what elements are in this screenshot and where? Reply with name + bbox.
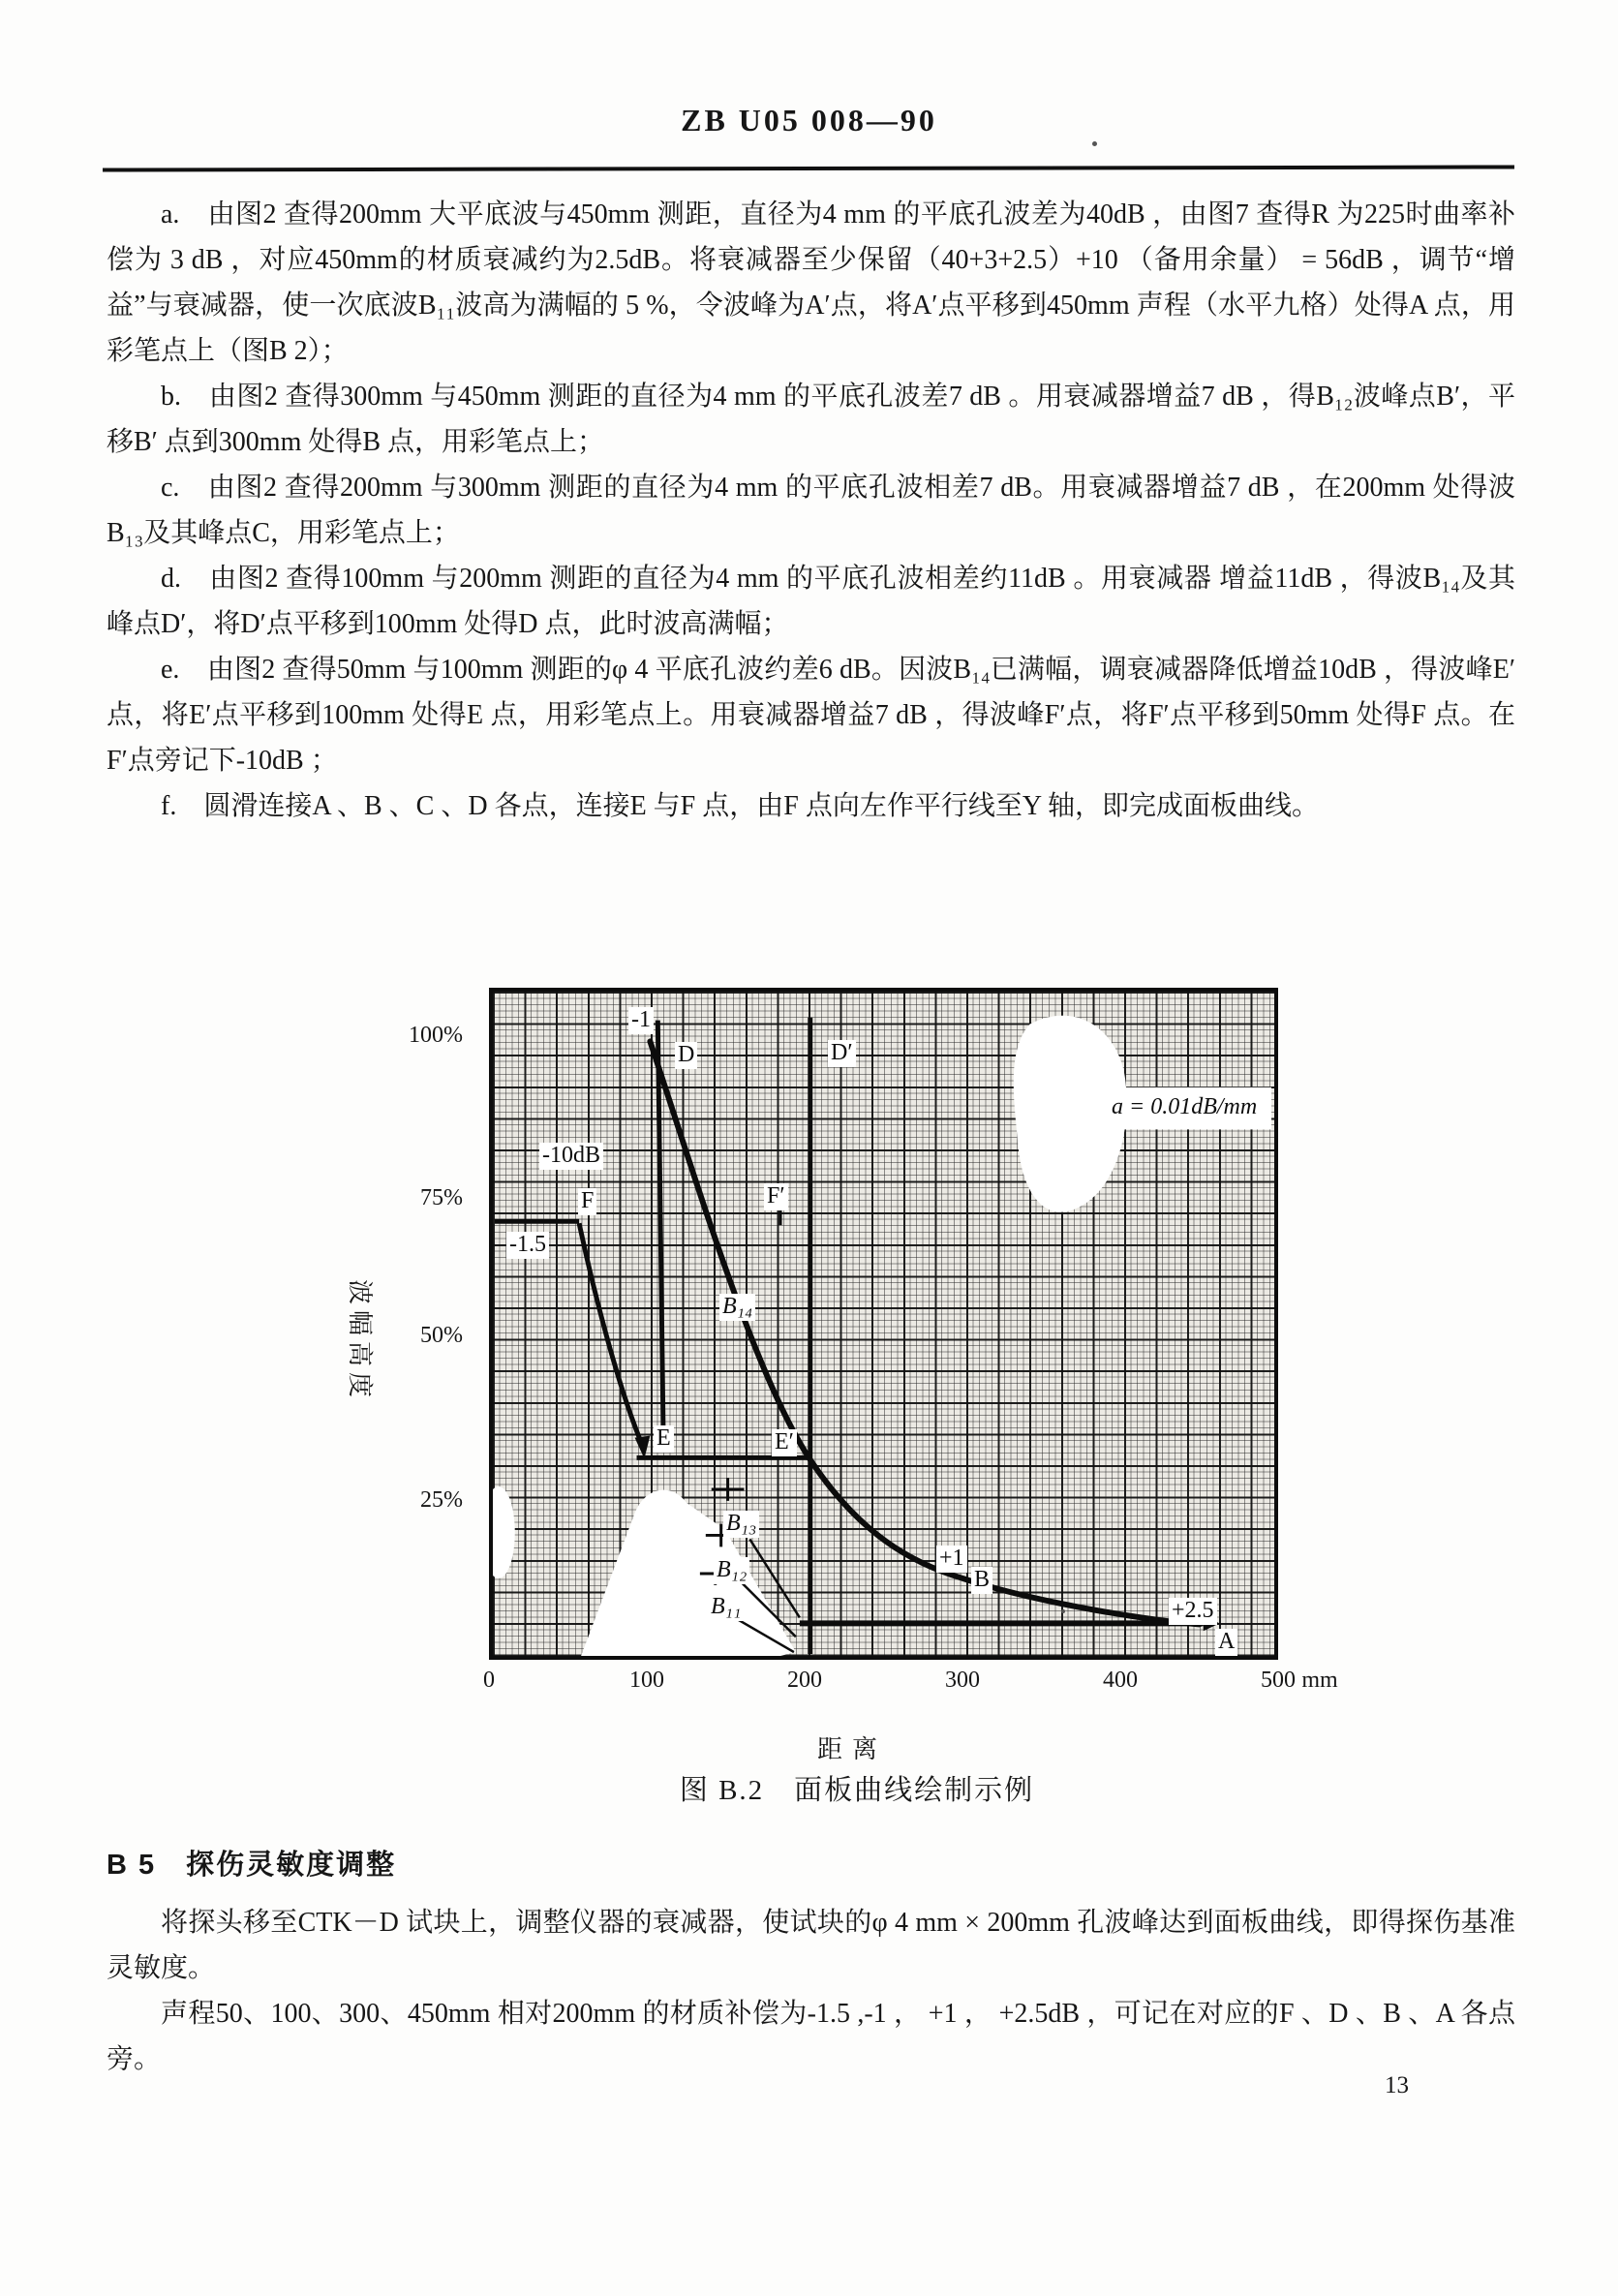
chart-label-e: E (654, 1425, 674, 1453)
scan-speck (1061, 1609, 1065, 1613)
header-divider (103, 165, 1514, 171)
b13-wave-mark (712, 1478, 745, 1501)
y-tick-100: 100% (409, 1023, 463, 1048)
figure-caption: 图 B.2 面板曲线绘制示例 (679, 1775, 1035, 1806)
chart-label-a: A (1215, 1629, 1237, 1656)
chart-label-b11: B₁₁ (708, 1594, 744, 1621)
chart-label-f: F (578, 1188, 596, 1215)
chart-label-plus25: +2.5 (1169, 1598, 1217, 1625)
page-header: ZB U05 008—90 (681, 103, 937, 138)
chart-label-e-prime: E′ (772, 1429, 797, 1456)
y-tick-50: 50% (420, 1323, 463, 1348)
y-axis-title: 波幅高度 (346, 1278, 374, 1403)
procedure-step-f: f. 圆滑连接A 、B 、C 、D 各点，连接E 与F 点，由F 点向左作平行线至Y 轴，即完成面板曲线。 (161, 791, 1320, 821)
panel-curve-canvas (493, 992, 1274, 1656)
procedure-step-d: d. 由图2 查得100mm 与200mm 测距的直径为4 mm 的平底孔波相差约11dB 。用衰减器 增益11dB ，得波B₁₄及其峰点D′，将D′点平移到100mm 处得D 点，此时波高满幅； (107, 564, 1515, 639)
chart-grid (489, 988, 1278, 1660)
x-axis-title: 距离 (816, 1735, 887, 1763)
scan-blob-lower-left (581, 1490, 796, 1656)
section-b5-heading: B 5 探伤灵敏度调整 (107, 1850, 397, 1881)
procedure-step-b: b. 由图2 查得300mm 与450mm 测距的直径为4 mm 的平底孔波差7 dB 。用衰减器增益7 dB ，得B₁₂波峰点B′，平移B′ 点到300mm 处得B 点，用彩笔点上； (107, 382, 1515, 457)
x-tick-400: 400 (1103, 1668, 1138, 1693)
procedure-text (107, 192, 1515, 829)
chart-label-f-prime: F′ (764, 1183, 788, 1210)
chart-label-b14: B₁₄ (719, 1294, 755, 1321)
x-tick-100: 100 (629, 1668, 664, 1693)
procedure-step-a: a. 由图2 查得200mm 大平底波与450mm 测距，直径为4 mm 的平底孔波差为40dB ，由图7 查得R 为225时曲率补偿为 3 dB ，对应450mm的材质衰减约为2.5dB。将衰减器至少保留（40+3+2.5）+10 （备用余量） = 56dB ，调节“增益”与衰减器，使一次底波B₁₁波高为满幅的 5 %，令波峰为A′点，将A′点平移到450mm 声程（水平九格）处得A 点，用彩笔点上（图B 2）； (107, 199, 1515, 366)
x-tick-0: 0 (483, 1668, 495, 1693)
scan-speck (1092, 141, 1097, 146)
chart-label-b: B (971, 1567, 992, 1594)
chart-label-minus15: -1.5 (506, 1232, 549, 1259)
page-number: 13 (1385, 2072, 1409, 2098)
scan-blob-left-edge (493, 1486, 515, 1578)
chart-label-b12: B₁₂ (714, 1557, 749, 1584)
chart-label-plus1: +1 (936, 1546, 967, 1573)
chart-label-minus10db: -10dB (539, 1143, 603, 1170)
procedure-step-c: c. 由图2 查得200mm 与300mm 测距的直径为4 mm 的平底孔波相差7 dB。用衰减器增益7 dB ，在200mm 处得波B₁₃及其峰点C，用彩笔点上； (107, 473, 1515, 548)
f-to-e-arrowhead (635, 1436, 651, 1459)
y-tick-25: 25% (420, 1487, 463, 1513)
procedure-step-e: e. 由图2 查得50mm 与100mm 测距的φ 4 平底孔波约差6 dB。因波B₁₄已满幅，调衰减器降低增益10dB ，得波峰E′点，将E′点平移到100mm 处得E 点，用彩笔点上。用衰减器增益7 dB ，得波峰F′点，将F′点平移到50mm 处得F 点。在F′点旁记下-10dB ； (107, 655, 1515, 776)
x-tick-500: 500 (1261, 1668, 1296, 1693)
chart-label-minus1: -1 (628, 1007, 654, 1034)
x-tick-300: 300 (945, 1668, 980, 1693)
y-tick-75: 75% (420, 1185, 463, 1210)
chart-label-b13: B₁₃ (723, 1511, 759, 1538)
x-unit-label: mm (1301, 1668, 1338, 1693)
x-tick-200: 200 (787, 1668, 822, 1693)
f-to-e-line (579, 1223, 642, 1445)
section-b5-paragraph: 声程50、100、300、450mm 相对200mm 的材质补偿为-1.5 ,-1 ， +1 ， +2.5dB ，可记在对应的F 、D 、B 、A 各点旁。 (107, 1999, 1515, 2074)
chart-label-attenuation: a = 0.01dB/mm (1109, 1094, 1260, 1121)
chart-label-d-prime: D′ (828, 1040, 856, 1067)
chart-label-d: D (675, 1042, 697, 1069)
section-b5-paragraph: 将探头移至CTK－D 试块上，调整仪器的衰减器，使试块的φ 4 mm × 200mm 孔波峰达到面板曲线，即得探伤基准灵敏度。 (107, 1908, 1515, 1983)
section-b5-body (107, 1900, 1515, 2082)
